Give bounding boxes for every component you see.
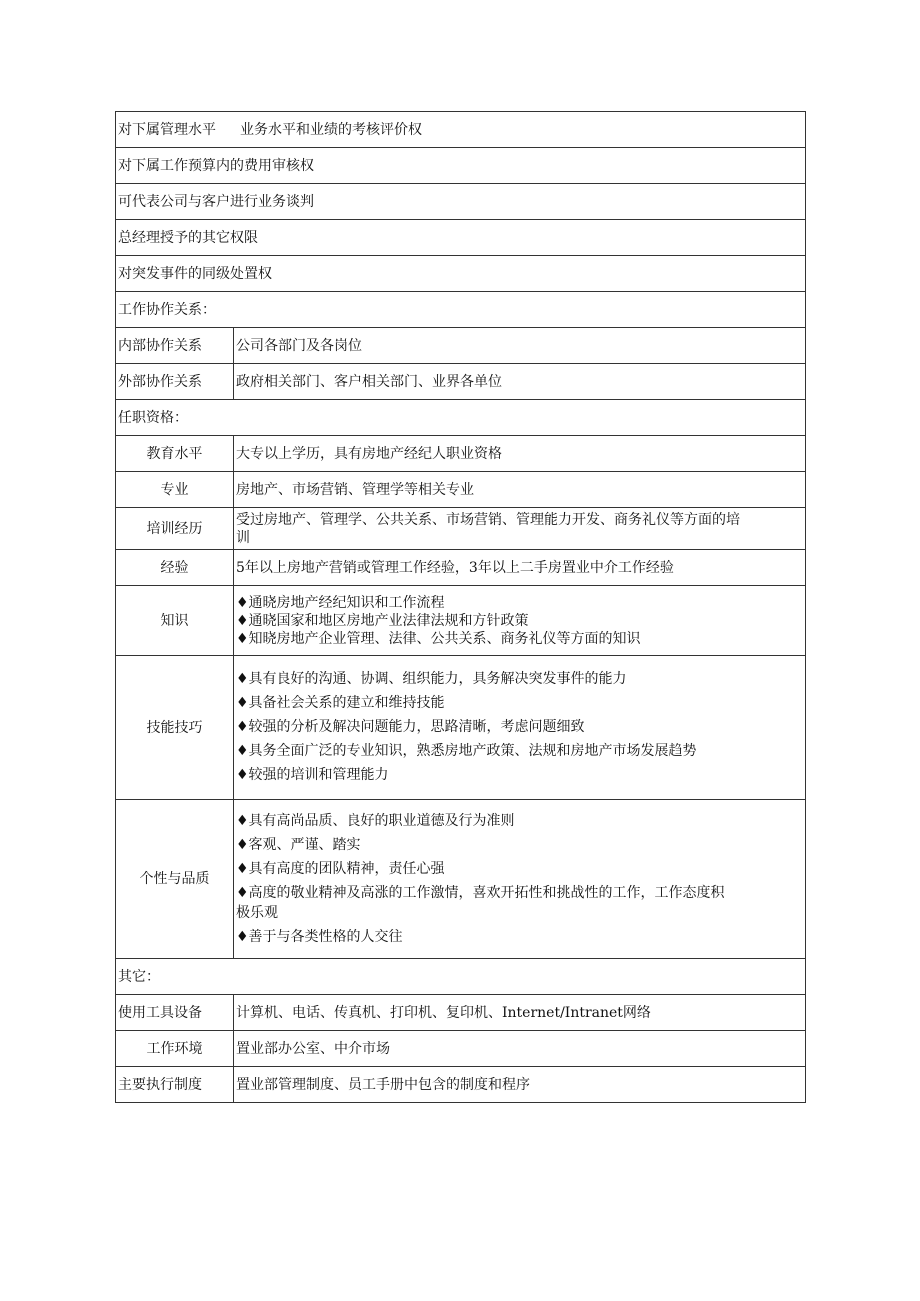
authority-cell: 总经理授予的其它权限 bbox=[116, 220, 806, 256]
authority-row bbox=[116, 112, 806, 148]
authority-row bbox=[116, 148, 806, 184]
skill-item: ♦较强的分析及解决问题能力，思路清晰，考虑问题细致 bbox=[236, 719, 585, 735]
section-header: 工作协作关系： bbox=[116, 292, 806, 328]
major-label: 专业 bbox=[116, 472, 234, 508]
knowledge-item: ♦知晓房地产企业管理、法律、公共关系、商务礼仪等方面的知识 bbox=[236, 630, 641, 647]
environment-label: 工作环境 bbox=[116, 1031, 234, 1067]
internal-cooperation-row bbox=[116, 328, 806, 364]
training-value bbox=[234, 508, 806, 550]
character-item: 极乐观 bbox=[236, 904, 278, 921]
environment-value: 置业部办公室、中介市场 bbox=[234, 1031, 806, 1067]
skills-label: 技能技巧 bbox=[116, 656, 234, 800]
skill-item: ♦具有良好的沟通、协调、组织能力，具务解决突发事件的能力 bbox=[236, 671, 627, 687]
training-label: 培训经历 bbox=[116, 508, 234, 550]
knowledge-item: ♦通晓国家和地区房地产业法律法规和方针政策 bbox=[236, 612, 529, 629]
authority-cell: 可代表公司与客户进行业务谈判 bbox=[116, 184, 806, 220]
experience-value: 5年以上房地产营销或管理工作经验，3年以上二手房置业中介工作经验 bbox=[234, 550, 806, 586]
authority-cell bbox=[116, 112, 806, 148]
experience-row bbox=[116, 550, 806, 586]
education-value: 大专以上学历，具有房地产经纪人职业资格 bbox=[234, 436, 806, 472]
major-row bbox=[116, 472, 806, 508]
authority-cell: 对突发事件的同级处置权 bbox=[116, 256, 806, 292]
section-header: 任职资格： bbox=[116, 400, 806, 436]
education-label: 教育水平 bbox=[116, 436, 234, 472]
authority-row bbox=[116, 184, 806, 220]
character-item: ♦具有高度的团队精神，责任心强 bbox=[236, 860, 445, 877]
other-header-row bbox=[116, 959, 806, 995]
character-label: 个性与品质 bbox=[116, 800, 234, 959]
major-value: 房地产、市场营销、管理学等相关专业 bbox=[234, 472, 806, 508]
regulations-row bbox=[116, 1067, 806, 1103]
tools-value: 计算机、电话、传真机、打印机、复印机、Internet/Intranet网络 bbox=[234, 995, 806, 1031]
knowledge-value bbox=[234, 586, 806, 656]
tools-row bbox=[116, 995, 806, 1031]
skill-item: ♦较强的培训和管理能力 bbox=[236, 767, 389, 783]
training-line: 受过房地产、管理学、公共关系、市场营销、管理能力开发、商务礼仪等方面的培 bbox=[236, 511, 740, 528]
regulations-value: 置业部管理制度、员工手册中包含的制度和程序 bbox=[234, 1067, 806, 1103]
education-row bbox=[116, 436, 806, 472]
tools-label: 使用工具设备 bbox=[116, 995, 234, 1031]
job-description-table bbox=[115, 111, 806, 1103]
internal-cooperation-value: 公司各部门及各岗位 bbox=[234, 328, 806, 364]
authority-row bbox=[116, 220, 806, 256]
environment-row bbox=[116, 1031, 806, 1067]
knowledge-label: 知识 bbox=[116, 586, 234, 656]
training-row bbox=[116, 508, 806, 550]
skill-item: ♦具务全面广泛的专业知识，熟悉房地产政策、法规和房地产市场发展趋势 bbox=[236, 743, 697, 759]
authority-text-1b: 业务水平和业绩的考核评价权 bbox=[240, 121, 422, 138]
authority-text-1: 对下属管理水平 bbox=[118, 121, 216, 138]
external-cooperation-value: 政府相关部门、客户相关部门、业界各单位 bbox=[234, 364, 806, 400]
knowledge-item: ♦通晓房地产经纪知识和工作流程 bbox=[236, 594, 445, 611]
section-header: 其它： bbox=[116, 959, 806, 995]
character-row bbox=[116, 800, 806, 959]
character-item: ♦具有高尚品质、良好的职业道德及行为准则 bbox=[236, 812, 515, 829]
external-cooperation-label: 外部协作关系 bbox=[116, 364, 234, 400]
internal-cooperation-label: 内部协作关系 bbox=[116, 328, 234, 364]
experience-label: 经验 bbox=[116, 550, 234, 586]
regulations-label: 主要执行制度 bbox=[116, 1067, 234, 1103]
skill-item: ♦具备社会关系的建立和维持技能 bbox=[236, 695, 445, 711]
character-item: ♦善于与各类性格的人交往 bbox=[236, 928, 403, 945]
character-value bbox=[234, 800, 806, 959]
cooperation-header-row bbox=[116, 292, 806, 328]
external-cooperation-row bbox=[116, 364, 806, 400]
authority-cell: 对下属工作预算内的费用审核权 bbox=[116, 148, 806, 184]
authority-row bbox=[116, 256, 806, 292]
skills-value bbox=[234, 656, 806, 800]
training-line: 训 bbox=[236, 529, 250, 546]
character-item: ♦高度的敬业精神及高涨的工作激情，喜欢开拓性和挑战性的工作，工作态度积 bbox=[236, 884, 725, 901]
qualification-header-row bbox=[116, 400, 806, 436]
skills-row bbox=[116, 656, 806, 800]
knowledge-row bbox=[116, 586, 806, 656]
character-item: ♦客观、严谨、踏实 bbox=[236, 836, 361, 853]
